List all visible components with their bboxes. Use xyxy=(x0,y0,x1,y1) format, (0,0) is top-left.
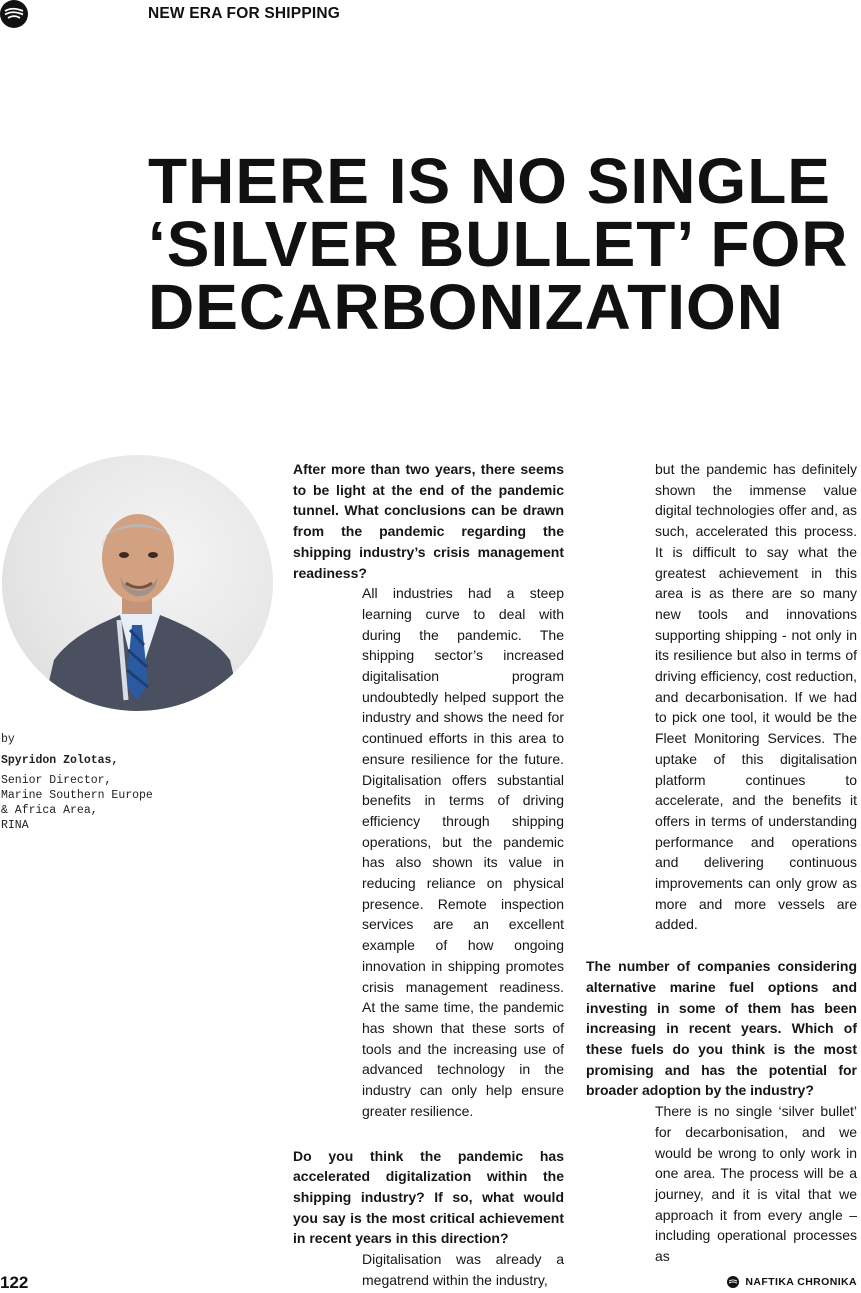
answer-2-start: Digitalisation was already a megatrend within the industry, xyxy=(362,1251,564,1288)
page-title xyxy=(148,145,853,343)
question-3: The number of companies considering alternative marine fuel options and investing in some of them has been increasing in recent years. Which of these fuels do you think is the most promising and has the potential for broader adoption by the industry? xyxy=(586,958,857,1099)
answer-1: All industries had a steep learning curve to deal with during the pandemic. The shipping sector’s increased digitalisation program undoubtedly helped support the industry and shows the need for continued efforts in this area to ensure resilience for the future. Digitalisation offers substantial benefits in terms of driving efficiency through shipping operations, but the pandemic has also shown its value in reducing reliance on physical presence. Remote inspection services are an excellent example of how ongoing innovation in shipping promotes crisis management readiness. At the same time, the pandemic has shown that these sorts of tools and the increasing use of advanced technology in the industry can only help ensure greater resilience. xyxy=(362,585,564,1119)
author-name: Spyridon Zolotas xyxy=(1,754,112,767)
author-role-line: RINA xyxy=(1,819,29,832)
answer-3: There is no single ‘silver bullet’ for decarbonisation, and we would be wrong to only work in one area. The process will be a journey, and it is vital that we approach it from every angle – including operational processes as xyxy=(655,1103,857,1265)
author-role-line: Marine Southern Europe xyxy=(1,789,153,802)
question-2: Do you think the pandemic has accelerated digitalization within the shipping industry? If so, what would you say is the most critical achievement in recent years in this direction? xyxy=(293,1147,564,1247)
author-name-line xyxy=(1,753,171,768)
author-role-line: Senior Director, xyxy=(1,774,112,787)
article-column-1 xyxy=(293,459,564,1290)
headline-line-1: THERE IS NO SINGLE xyxy=(148,145,831,217)
brand-name: NAFTIKA CHRONIKA xyxy=(745,1276,857,1288)
footer-brand xyxy=(727,1276,857,1288)
byline-prefix: by xyxy=(1,733,15,746)
author-byline xyxy=(1,732,171,833)
author-portrait xyxy=(2,455,273,711)
page-number: 122 xyxy=(0,1273,29,1292)
naftika-chronika-logo-icon xyxy=(727,1276,739,1288)
publication-logo-icon xyxy=(0,0,28,28)
author-role-line: & Africa Area, xyxy=(1,804,98,817)
answer-2-continued: but the pandemic has definitely shown the immense value digital technologies offer and, as such, accelerated this process. It is difficult to say what the greatest achievement in this area is as there are so many new tools and innovations supporting shipping - not only in its resilience but also in terms of driving efficiency, cost reduction, and decarbonisation. If we had to pick one tool, it would be the Fleet Monitoring Services. The uptake of this digitalisation platform continues to accelerate, and the benefits it offers in terms of understanding performance and operations and delivering continuous improvements can only grow as more and more vessels are added. xyxy=(655,461,857,933)
question-1: After more than two years, there seems to be light at the end of the pandemic tunnel. What conclusions can be drawn from the pandemic regarding the shipping industry’s crisis management readiness? xyxy=(293,461,564,581)
article-column-2 xyxy=(586,459,857,1267)
headline-line-2: ‘SILVER BULLET’ FOR xyxy=(148,208,849,280)
section-label: NEW ERA FOR SHIPPING xyxy=(148,5,341,22)
headline-line-3: DECARBONIZATION xyxy=(148,271,784,343)
author-name-suffix: , xyxy=(111,754,119,767)
